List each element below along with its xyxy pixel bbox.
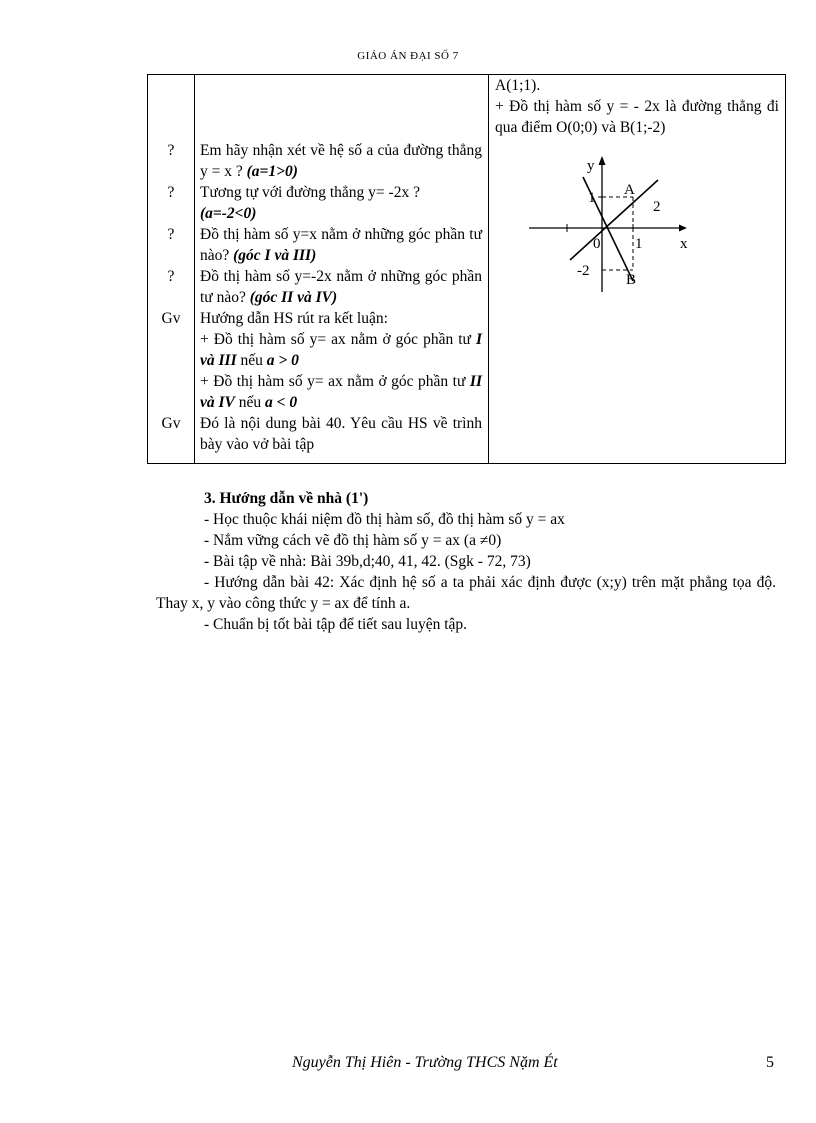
row-mark-spacer — [148, 329, 194, 350]
teacher-closing: Đó là nội dung bài 40. Yêu cầu HS về trình bày vào vở bài tập — [200, 415, 482, 453]
row-mark-spacer — [148, 161, 194, 182]
content-column — [195, 75, 489, 464]
question-1: Em hãy nhận xét về hệ số a của đường thẳng y = x ? (a=1>0) — [200, 142, 482, 180]
row-mark: Gv — [161, 310, 181, 327]
row-mark-spacer — [148, 392, 194, 413]
homework-section — [156, 488, 776, 635]
question-4: Đồ thị hàm số y=-2x nằm ở những góc phần tư nào? (góc II và IV) — [200, 268, 482, 306]
homework-item: - Chuẩn bị tốt bài tập để tiết sau luyện tập. — [204, 616, 468, 633]
origin-label: 0 — [593, 236, 601, 252]
conclusion-2: + Đồ thị hàm số y= ax nằm ở góc phần tư II và IV nếu a < 0 — [200, 373, 482, 411]
question-3: Đồ thị hàm số y=x nằm ở những góc phần tư nào? (góc I và III) — [200, 226, 482, 264]
row-mark: ? — [167, 268, 175, 285]
page-header: GIÁO ÁN ĐẠI SỐ 7 — [357, 50, 459, 62]
graph-description: + Đồ thị hàm số y = - 2x là đường thẳng đi qua điểm O(0;0) và B(1;-2) — [495, 98, 779, 136]
line-y-equals-x — [570, 180, 658, 260]
row-mark: ? — [167, 226, 175, 243]
mark-column — [148, 75, 195, 464]
row-mark: ? — [167, 184, 175, 201]
homework-item: - Học thuộc khái niệm đồ thị hàm số, đồ thị hàm số y = ax — [204, 511, 565, 528]
tick-2-label: 2 — [653, 199, 661, 215]
conclusion-1: + Đồ thị hàm số y= ax nằm ở góc phần tư I và III nếu a > 0 — [200, 331, 482, 369]
lesson-table — [147, 74, 786, 464]
homework-item: - Nắm vững cách vẽ đồ thị hàm số y = ax (a ≠0) — [204, 532, 502, 549]
homework-item: - Hướng dẫn bài 42: Xác định hệ số a ta phải xác định được (x;y) trên mặt phẳng tọa độ. Thay x, y vào công thức y = ax để tính a. — [156, 574, 776, 612]
section-title: 3. Hướng dẫn về nhà (1') — [204, 490, 369, 507]
point-b-label: B — [626, 272, 637, 288]
page-number: 5 — [766, 1054, 774, 1071]
x-axis-label: x — [680, 236, 688, 252]
y-axis-arrow — [599, 156, 606, 165]
x-axis-arrow — [679, 225, 687, 232]
tick-1-y-label: 1 — [588, 190, 596, 206]
row-mark: ? — [167, 142, 175, 159]
question-2: Tương tự với đường thẳng y= -2x ? (a=-2<0) — [200, 184, 420, 222]
footer-author: Nguyễn Thị Hiên - Trường THCS Nặm Ét — [292, 1054, 558, 1071]
graph-point-a-text: A(1;1). — [495, 77, 541, 94]
y-axis-label: y — [587, 158, 595, 174]
function-graph — [525, 150, 725, 300]
row-mark-spacer — [148, 371, 194, 392]
row-mark-spacer — [148, 350, 194, 371]
teacher-guide: Hướng dẫn HS rút ra kết luận: — [200, 310, 388, 327]
tick-1-x-label: 1 — [635, 236, 643, 252]
row-mark: Gv — [161, 415, 181, 432]
tick-neg2-label: -2 — [577, 263, 590, 279]
point-a-label: A — [624, 182, 635, 198]
graph-column — [489, 75, 786, 464]
homework-item: - Bài tập về nhà: Bài 39b,d;40, 41, 42. (Sgk - 72, 73) — [204, 553, 531, 570]
